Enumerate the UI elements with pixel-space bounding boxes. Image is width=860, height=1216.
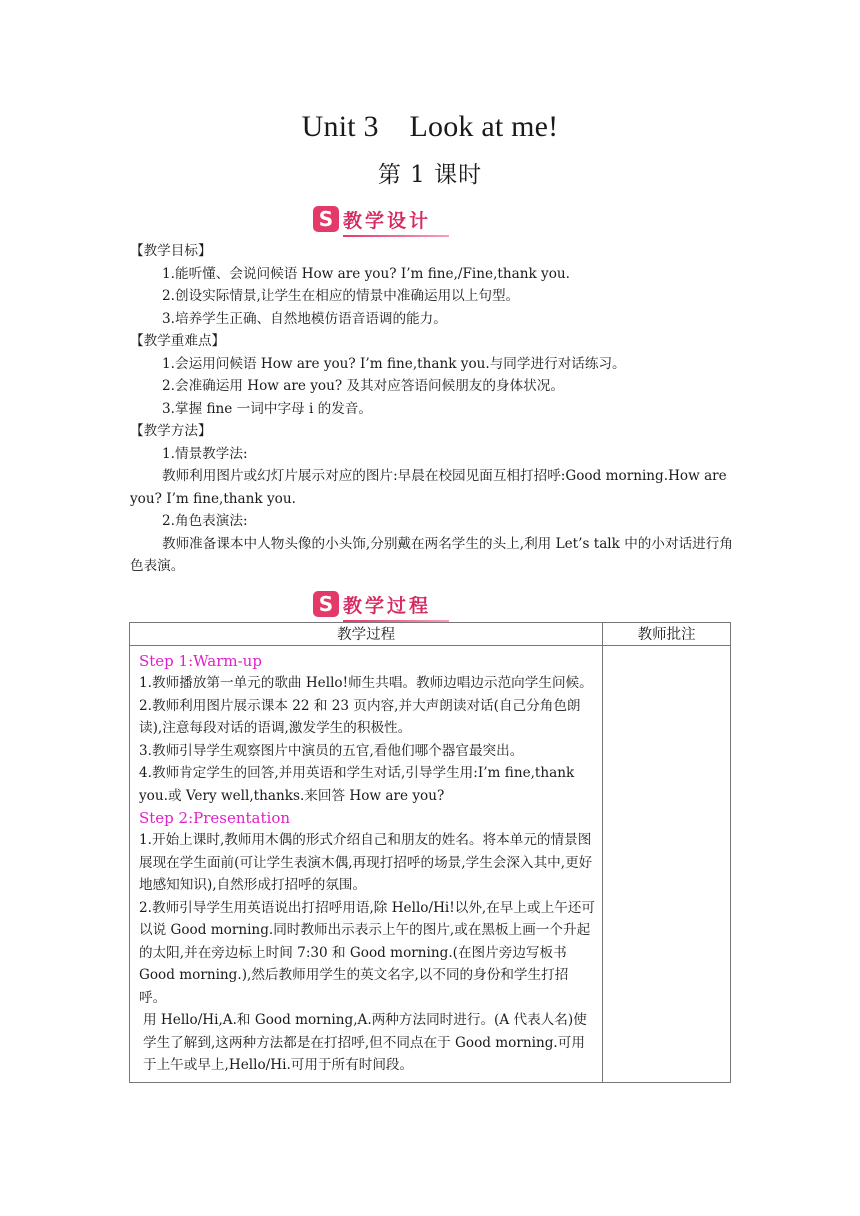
design-content <box>130 240 735 578</box>
methods-heading: 【教学方法】 <box>130 423 212 439</box>
goal-item: 1.能听懂、会说问候语 How are you? I’m fine,/Fine,thank you. <box>162 265 570 282</box>
method-text: 教师利用图片或幻灯片展示对应的图片:早晨在校园见面互相打招呼:Good morning.How are you? I’m fine,thank you. <box>130 468 727 507</box>
step2-title: Step 2:Presentation <box>139 809 291 827</box>
step2-line: 1.开始上课时,教师用木偶的形式介绍自己和朋友的姓名。将本单元的情景图展现在学生面前(可让学生表演木偶,再现打招呼的场景,学生会深入其中,更好地感知知识),自然形成打招呼的氛围。 <box>139 832 593 893</box>
goal-item: 3.培养学生正确、自然地模仿语音语调的能力。 <box>162 310 447 327</box>
header-process: 教学过程 <box>130 623 603 646</box>
step1-line: 2.教师利用图片展示课本 22 和 23 页内容,并大声朗读对话(自己分角色朗读),注意每段对话的语调,激发学生的积极性。 <box>139 697 581 736</box>
method-title: 2.角色表演法: <box>162 513 248 529</box>
method-title: 1.情景教学法: <box>162 445 248 462</box>
step1-line: 3.教师引导学生观察图片中演员的五官,看他们哪个器官最突出。 <box>139 742 524 759</box>
s-logo-icon: S <box>313 206 339 232</box>
lesson-subtitle: 第 1 课时 <box>377 162 483 188</box>
notes-cell <box>603 646 731 1083</box>
unit-title: Unit 3 Look at me! <box>301 110 559 143</box>
process-banner-label: 教学过程 <box>343 594 432 617</box>
s-logo-icon: S <box>313 591 339 617</box>
process-table <box>129 622 731 1083</box>
process-cell <box>130 646 603 1083</box>
goals-heading: 【教学目标】 <box>130 243 212 259</box>
design-banner-label: 教学设计 <box>343 209 432 232</box>
banner-underline <box>343 235 449 237</box>
step2-line: 2.教师引导学生用英语说出打招呼用语,除 Hello/Hi!以外,在早上或上午还可以说 Good morning.同时教师出示表示上午的图片,或在黑板上画一个升起的太阳,并在旁边标上时间 7:30 和 Good morning.(在图片旁边写板书 Good morning.),然后教师用学生的英文名字,以不同的身份和学生打招呼。 <box>139 899 595 1006</box>
header-notes: 教师批注 <box>603 623 731 646</box>
design-banner <box>313 204 449 234</box>
key-point-item: 2.会准确运用 How are you? 及其对应答语问候朋友的身体状况。 <box>162 378 564 394</box>
step1-line: 4.教师肯定学生的回答,并用英语和学生对话,引导学生用:I’m fine,thank you.或 Very well,thanks.来回答 How are you? <box>139 765 575 804</box>
method-text: 教师准备课本中人物头像的小头饰,分别戴在两名学生的头上,利用 Let’s talk 中的小对话进行角色表演。 <box>130 535 733 574</box>
key-points-heading: 【教学重难点】 <box>130 333 226 349</box>
step1-line: 1.教师播放第一单元的歌曲 Hello!师生共唱。教师边唱边示范向学生问候。 <box>139 675 593 691</box>
step2-line: 用 Hello/Hi,A.和 Good morning,A.两种方法同时进行。(A 代表人名)使学生了解到,这两种方法都是在打招呼,但不同点在于 Good morning.可用于上午或早上,Hello/Hi.可用于所有时间段。 <box>143 1012 587 1073</box>
step1-title: Step 1:Warm-up <box>139 652 262 670</box>
key-point-item: 3.掌握 fine 一词中字母 i 的发音。 <box>162 400 372 417</box>
process-banner <box>313 589 449 619</box>
goal-item: 2.创设实际情景,让学生在相应的情景中准确运用以上句型。 <box>162 288 520 304</box>
key-point-item: 1.会运用问候语 How are you? I’m fine,thank you.与同学进行对话练习。 <box>162 355 626 372</box>
